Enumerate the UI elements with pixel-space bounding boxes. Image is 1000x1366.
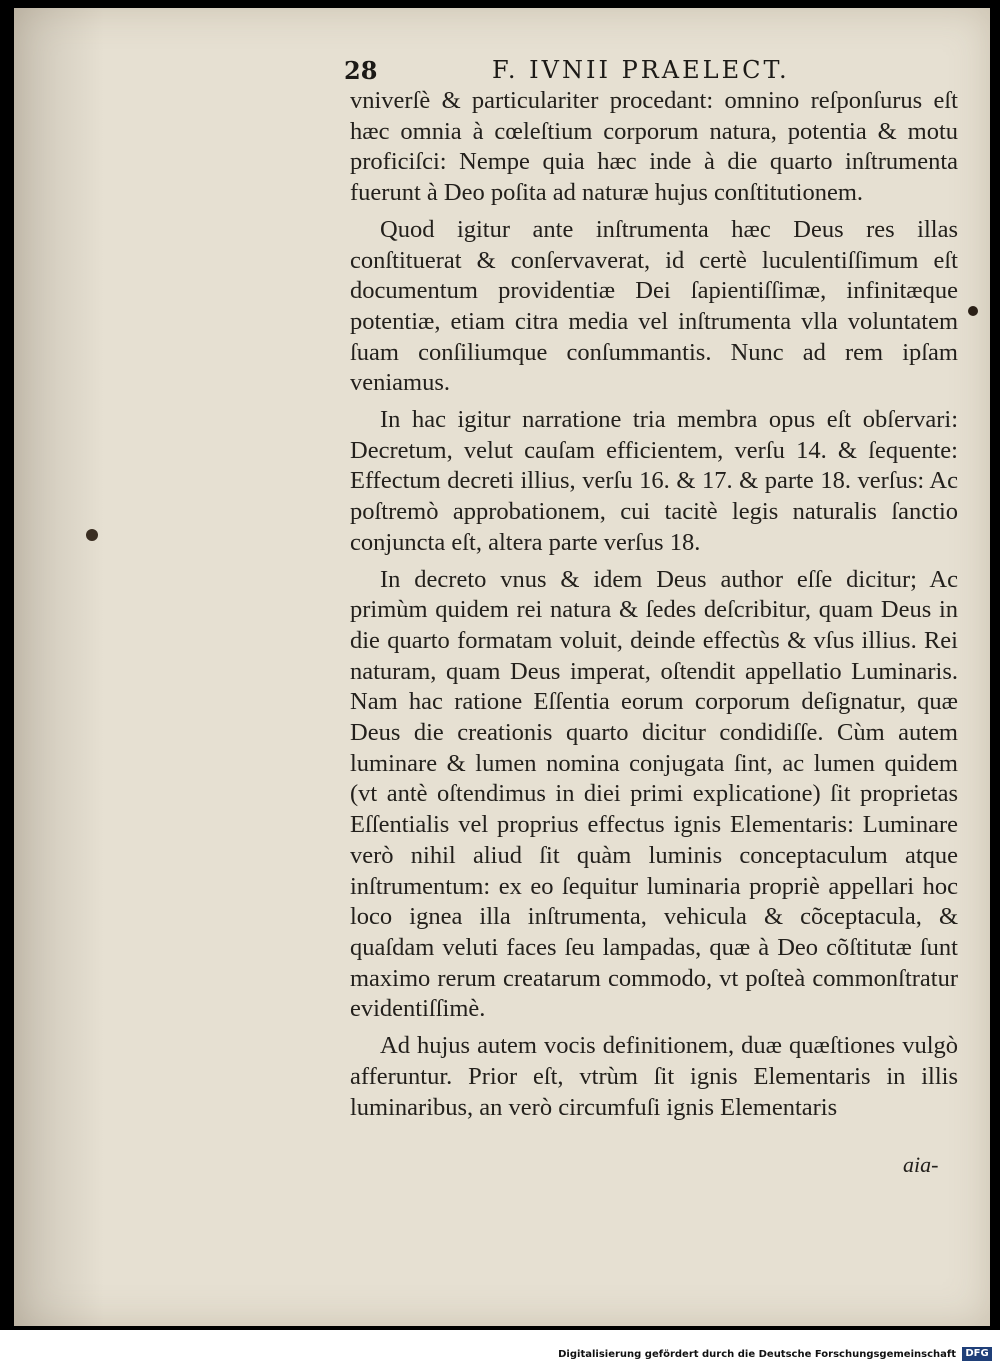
- edge-dot-icon: [968, 306, 978, 316]
- footer-bar: [0, 1330, 1000, 1366]
- body-text: [350, 86, 958, 1129]
- paragraph: In hac igitur narratione tria membra opus eſt obſervari: Decretum, velut cauſam efficientem, verſu 14. & ſequente: Effectum decreti illius, verſu 16. & 17. & parte 18. verſus: Ac poſtremò approbationem, cui tacitè legis naturalis ſanctio conjuncta eſt, altera parte verſus 18.: [350, 406, 958, 556]
- paragraph: In decreto vnus & idem Deus author eſſe dicitur; Ac primùm quidem rei natura & ſedes deſcribitur, quam Deus in die quarto formatam voluit, deinde effectùs & vſus illius. Rei naturam, quam Deus imperat, oſtendit appellatio Luminaris. Nam hac ratione Eſſentia eorum corporum deſignatur, quæ Deus die creationis quarto dicitur condidiſſe. Cùm autem luminare & lumen nomina conjugata ſint, ac lumen quidem (vt antè oſtendimus in diei primi explicatione) ſit proprietas Eſſentialis vel proprius effectus ignis Elementaris: Luminare verò nihil aliud ſit quàm luminis conceptaculum atque inſtrumentum: ex eo ſequitur luminaria propriè appellari hoc loco ignea illa inſtrumenta, vehicula & cõceptacula, & quaſdam veluti faces ſeu lampadas, quæ à Deo cõſtitutæ ſunt maximo rerum creatarum commodo, vt poſteà commonſtratur evidentiſſimè.: [350, 565, 958, 1023]
- paragraph: vniverſè & particulariter procedant: omnino reſponſurus eſt hæc omnia à cœleſtium corporum natura, potentia & motu proficiſci: Nempe quia hæc inde à die quarto inſtrumenta fuerunt à Deo poſita ad naturæ hujus conſtitutionem.: [350, 87, 958, 207]
- paragraph: Quod igitur ante inſtrumenta hæc Deus res illas conſtituerat & conſervaverat, id certè luculentiſſimum eſt documentum providentiæ Dei ſapientiſſimæ, infinitæque potentiæ, etiam citra media vel inſtrumenta vlla voluntatem ſuam conſiliumque conſummantis. Nunc ad rem ipſam veniamus.: [350, 215, 958, 397]
- catchword: aia-: [903, 1152, 939, 1177]
- paragraph: Ad hujus autem vocis definitionem, duæ quæſtiones vulgò afferuntur. Prior eſt, vtrùm ſit ignis Elementaris in illis luminaribus, an verò circumfuſi ignis Elementaris: [350, 1032, 958, 1121]
- page-header: [332, 54, 952, 90]
- running-head: F. IVNII PRAELECT.: [492, 56, 790, 84]
- funding-credit: Digitalisierung gefördert durch die Deutsche Forschungsgemeinschaft: [558, 1349, 956, 1360]
- dfg-logo: DFG: [962, 1347, 992, 1361]
- page-number: 28: [344, 56, 378, 85]
- margin-dot-icon: [86, 529, 98, 541]
